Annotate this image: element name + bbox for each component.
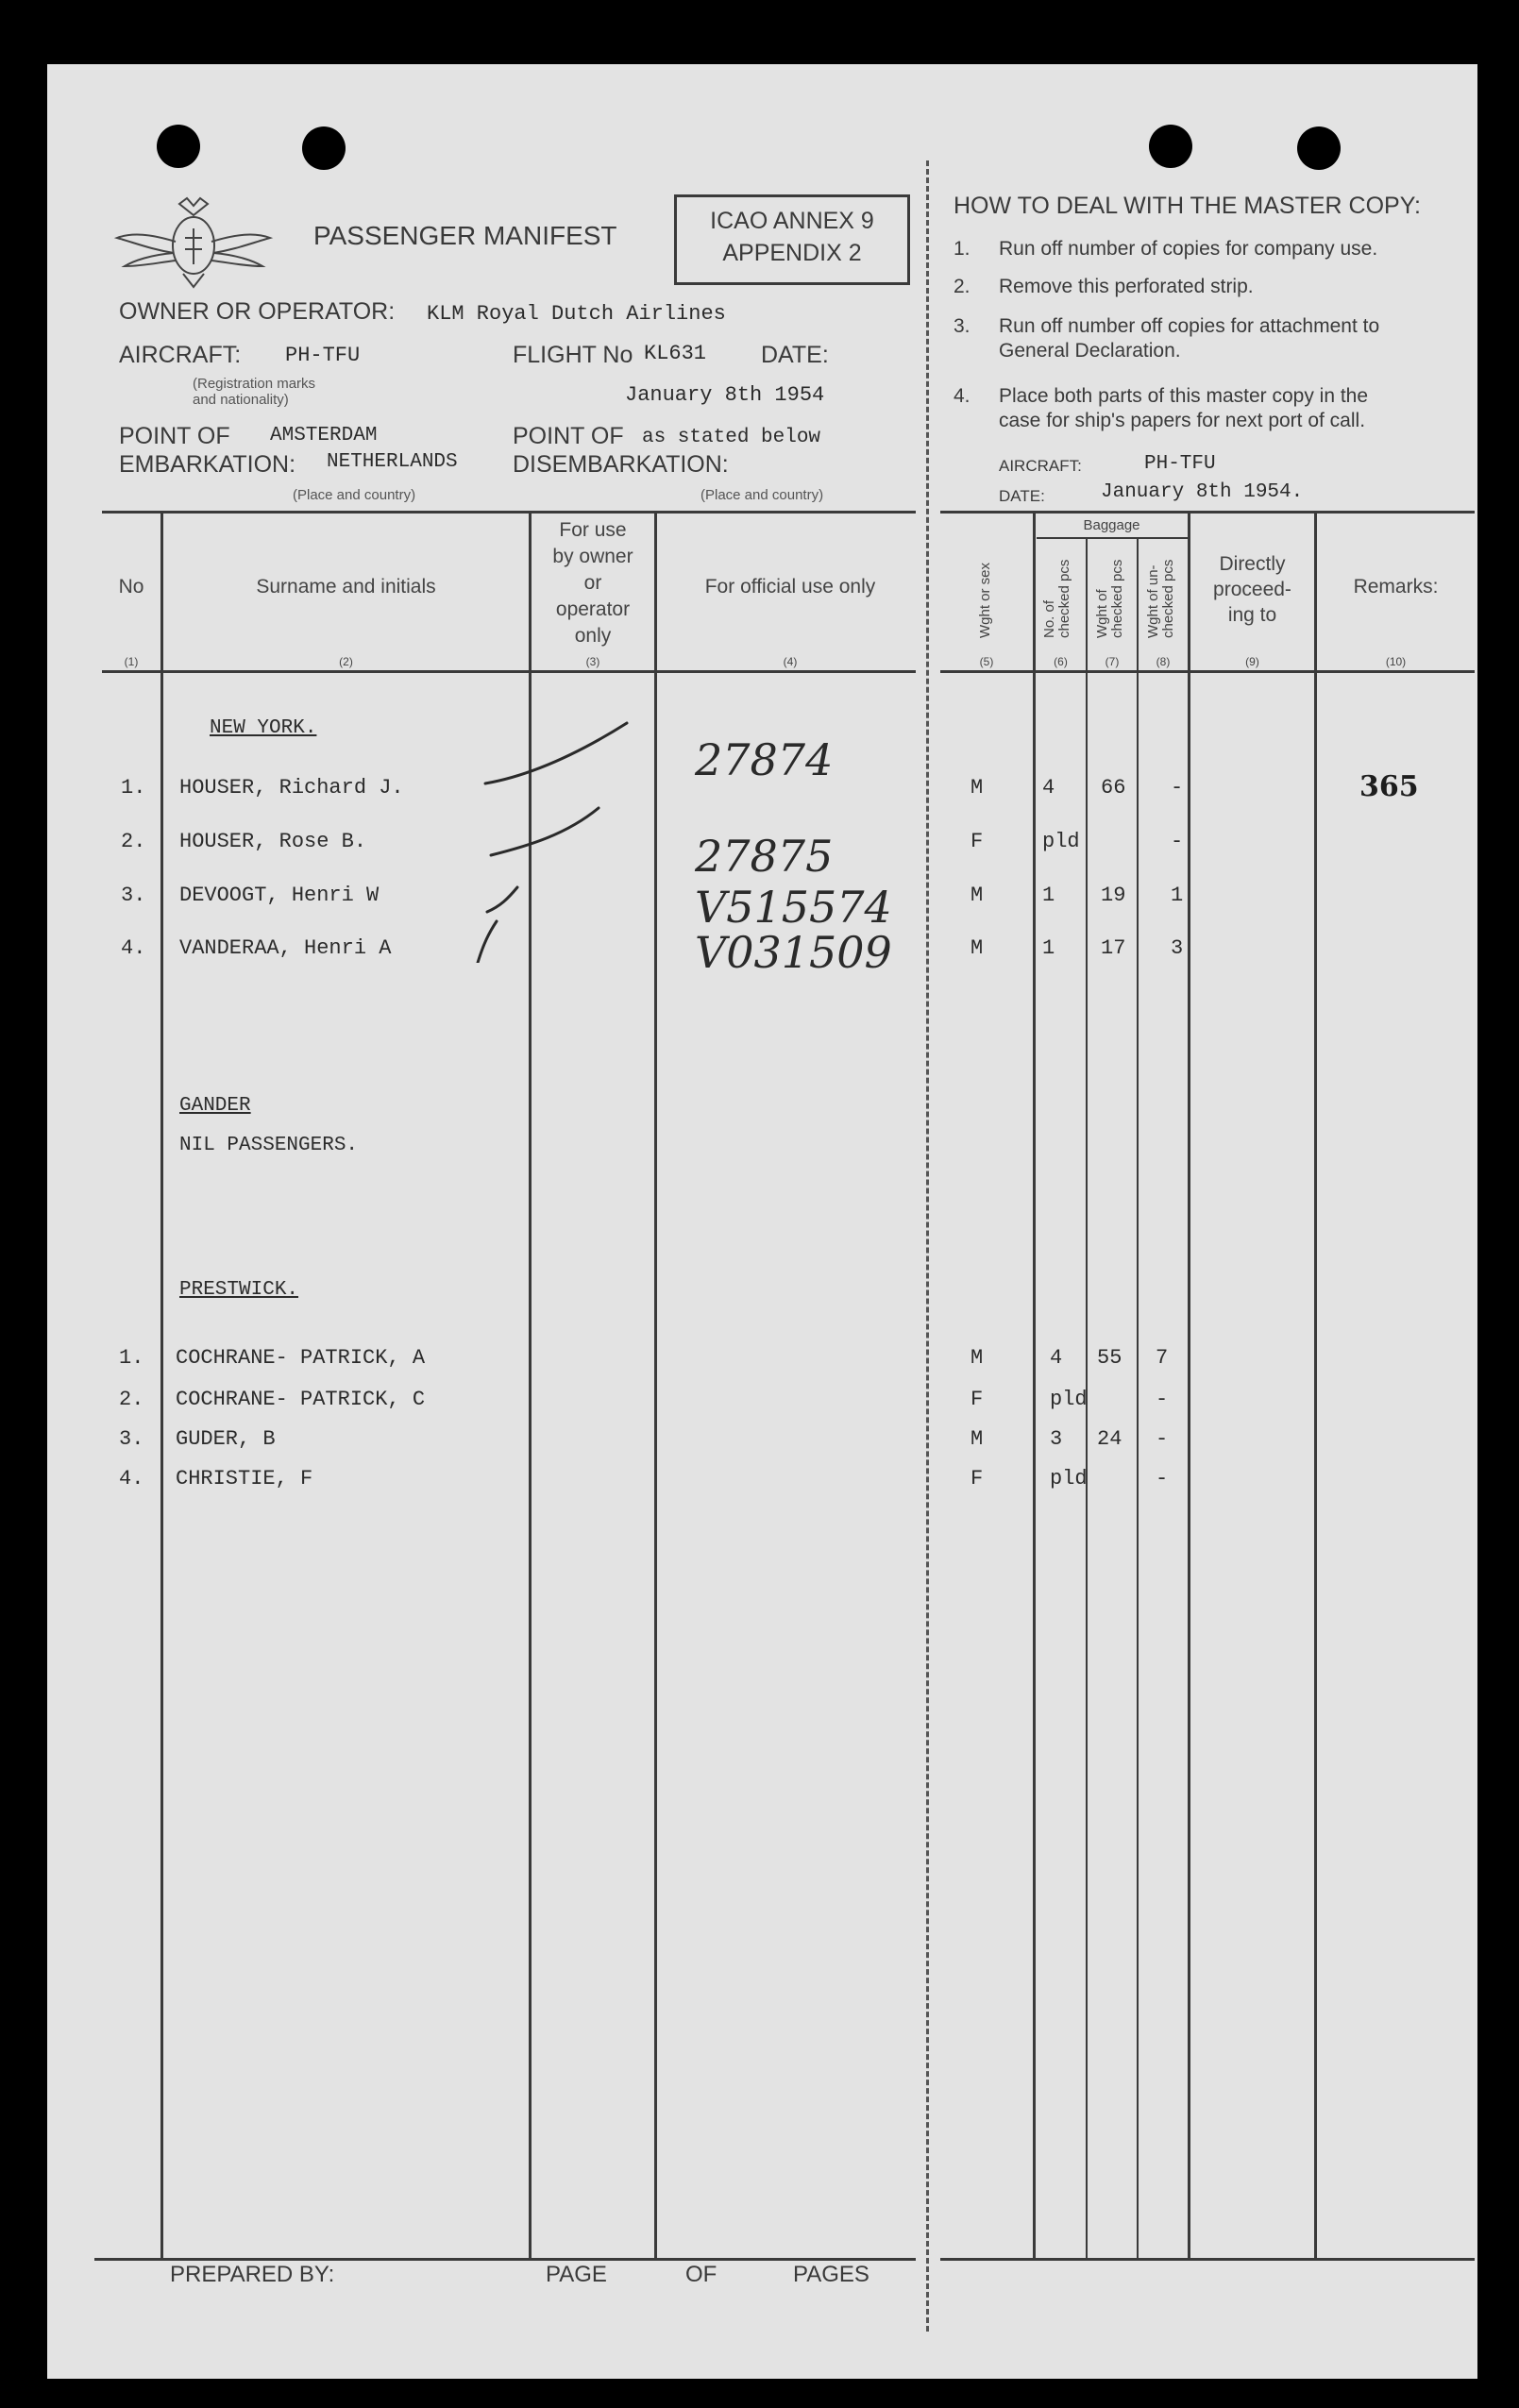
row-number: 3. [121, 884, 146, 907]
checked-pieces: 3 [1050, 1427, 1063, 1451]
of-label: OF [685, 2262, 717, 2287]
date-label: DATE: [761, 342, 829, 368]
instruction-number: 1. [954, 238, 970, 260]
instructions-title: HOW TO DEAL WITH THE MASTER COPY: [954, 193, 1421, 219]
col-header-baggage: Baggage [1083, 517, 1140, 533]
instruction-number: 4. [954, 385, 970, 407]
punch-hole [157, 125, 200, 168]
col-number: (7) [1105, 655, 1120, 668]
aircraft-value: PH-TFU [285, 344, 361, 367]
gander-note: NIL PASSENGERS. [179, 1135, 359, 1156]
col-header-official: For official use only [704, 576, 876, 598]
table-bottom-rule [94, 2258, 916, 2261]
strip-aircraft-label: AIRCRAFT: [999, 457, 1082, 475]
row-number: 1. [119, 1346, 144, 1370]
col-number: (8) [1156, 655, 1171, 668]
col-number: (1) [124, 655, 139, 668]
passenger-sex: M [970, 1346, 984, 1370]
table-top-rule [102, 511, 916, 514]
checked-pieces: pld [1050, 1467, 1088, 1490]
col-header-checked-pcs: No. of checked pcs [1041, 559, 1072, 638]
pages-label: PAGES [793, 2262, 869, 2287]
registration-note: and nationality) [193, 392, 289, 408]
unchecked-weight: 7 [1156, 1346, 1169, 1370]
col-divider [160, 511, 163, 2258]
unchecked-weight: - [1156, 1467, 1169, 1490]
section-prestwick: PRESTWICK. [179, 1279, 299, 1301]
passenger-name: CHRISTIE, F [176, 1467, 313, 1490]
embarkation-label: EMBARKATION: [119, 451, 296, 478]
instruction-text: Run off number off copies for attachment to [999, 315, 1380, 337]
col-divider [1314, 511, 1317, 2258]
col-header-proceeding: Directly proceed- ing to [1213, 553, 1291, 626]
passenger-name: HOUSER, Richard J. [179, 776, 404, 800]
instruction-text: Place both parts of this master copy in the [999, 385, 1369, 407]
unchecked-weight: 3 [1171, 936, 1184, 960]
row-number: 2. [119, 1388, 144, 1411]
embarkation-point-label: POINT OF [119, 423, 230, 449]
owner-value: KLM Royal Dutch Airlines [427, 302, 726, 326]
col-number: (4) [783, 655, 798, 668]
checked-pieces: 4 [1042, 776, 1055, 800]
form-title: PASSENGER MANIFEST [313, 221, 617, 250]
header-bottom-rule [102, 670, 916, 673]
checked-weight: 55 [1097, 1346, 1122, 1370]
icao-annex-label: ICAO ANNEX 9 [710, 208, 874, 234]
passenger-sex: M [970, 884, 984, 907]
unchecked-weight: - [1171, 776, 1184, 800]
registration-note: (Registration marks [193, 376, 316, 392]
flight-value: KL631 [644, 342, 707, 365]
embarkation-city: AMSTERDAM [270, 425, 378, 446]
col-header-owner-use: For use by owner or operator only [552, 519, 633, 647]
col-header-surname: Surname and initials [256, 576, 436, 598]
disembarkation-point-label: POINT OF [513, 423, 624, 449]
aircraft-label: AIRCRAFT: [119, 342, 242, 368]
passenger-name: COCHRANE- PATRICK, C [176, 1388, 426, 1411]
col-divider [654, 511, 657, 2258]
row-number: 4. [119, 1467, 144, 1490]
passenger-name: VANDERAA, Henri A [179, 936, 392, 960]
col-number: (9) [1245, 655, 1259, 668]
strip-date-label: DATE: [999, 487, 1045, 505]
row-number: 4. [121, 936, 146, 960]
passenger-name: DEVOOGT, Henri W [179, 884, 380, 907]
instruction-number: 3. [954, 315, 970, 337]
klm-crest-logo [113, 196, 274, 291]
table-bottom-rule [940, 2258, 1475, 2261]
header-bottom-rule [940, 670, 1475, 673]
passenger-sex: F [970, 1388, 984, 1411]
baggage-rule [1037, 537, 1188, 539]
checked-pieces: 1 [1042, 936, 1055, 960]
passenger-name: HOUSER, Rose B. [179, 830, 367, 853]
checked-weight: 66 [1101, 776, 1126, 800]
passenger-sex: M [970, 776, 984, 800]
col-number: (3) [585, 655, 600, 668]
passenger-sex: F [970, 830, 984, 853]
date-value: January 8th 1954 [625, 383, 825, 407]
official-number: 27874 [695, 734, 834, 785]
col-number: (10) [1385, 655, 1407, 668]
col-number: (2) [339, 655, 353, 668]
checked-pieces: pld [1050, 1388, 1088, 1411]
owner-label: OWNER OR OPERATOR: [119, 298, 396, 325]
remarks-value: 365 [1359, 770, 1419, 803]
page-label: PAGE [546, 2262, 607, 2287]
punch-hole [1297, 126, 1341, 170]
official-number: V031509 [695, 927, 892, 978]
checked-weight: 19 [1101, 884, 1126, 907]
strip-aircraft-value: PH-TFU [1144, 453, 1216, 475]
col-number: (6) [1054, 655, 1068, 668]
section-new-york: NEW YORK. [210, 717, 317, 739]
checked-weight: 17 [1101, 936, 1126, 960]
col-header-unchecked-weight: Wght of un- checked pcs [1145, 559, 1176, 638]
check-marks [472, 717, 642, 963]
official-number: 27875 [695, 831, 834, 882]
section-gander: GANDER [179, 1095, 251, 1117]
col-divider [1188, 511, 1190, 2258]
checked-pieces: 4 [1050, 1346, 1063, 1370]
col-header-checked-weight: Wght of checked pcs [1094, 559, 1125, 638]
col-number: (5) [979, 655, 994, 668]
unchecked-weight: - [1156, 1388, 1169, 1411]
instruction-text: Remove this perforated strip. [999, 276, 1254, 297]
instruction-text: case for ship's papers for next port of call. [999, 410, 1366, 431]
col-divider [1033, 511, 1036, 2258]
official-number: V515574 [695, 882, 892, 933]
disembarkation-value: as stated below [642, 427, 821, 448]
passenger-name: GUDER, B [176, 1427, 276, 1451]
punch-hole [302, 126, 346, 170]
row-number: 2. [121, 830, 146, 853]
embarkation-country: NETHERLANDS [327, 451, 458, 473]
unchecked-weight: 1 [1171, 884, 1184, 907]
strip-date-value: January 8th 1954. [1101, 481, 1304, 503]
flight-label: FLIGHT No [513, 342, 633, 368]
passenger-sex: M [970, 1427, 984, 1451]
table-top-rule [940, 511, 1475, 514]
place-country-note: (Place and country) [293, 487, 416, 503]
row-number: 3. [119, 1427, 144, 1451]
col-header-no: No [118, 576, 144, 598]
disembarkation-label: DISEMBARKATION: [513, 451, 729, 478]
instruction-text: General Declaration. [999, 340, 1181, 362]
checked-pieces: pld [1042, 830, 1080, 853]
row-number: 1. [121, 776, 146, 800]
instruction-text: Run off number of copies for company use. [999, 238, 1378, 260]
checked-pieces: 1 [1042, 884, 1055, 907]
unchecked-weight: - [1171, 830, 1184, 853]
col-header-remarks: Remarks: [1353, 576, 1439, 598]
place-country-note: (Place and country) [700, 487, 824, 503]
col-header-weight-sex: Wght or sex [977, 562, 993, 638]
passenger-sex: F [970, 1467, 984, 1490]
prepared-by-label: PREPARED BY: [170, 2262, 335, 2287]
icao-appendix-label: APPENDIX 2 [722, 240, 862, 266]
checked-weight: 24 [1097, 1427, 1122, 1451]
passenger-name: COCHRANE- PATRICK, A [176, 1346, 426, 1370]
passenger-sex: M [970, 936, 984, 960]
col-divider [1137, 537, 1139, 2258]
perforation-line [926, 160, 929, 2332]
unchecked-weight: - [1156, 1427, 1169, 1451]
instruction-number: 2. [954, 276, 970, 297]
punch-hole [1149, 125, 1192, 168]
